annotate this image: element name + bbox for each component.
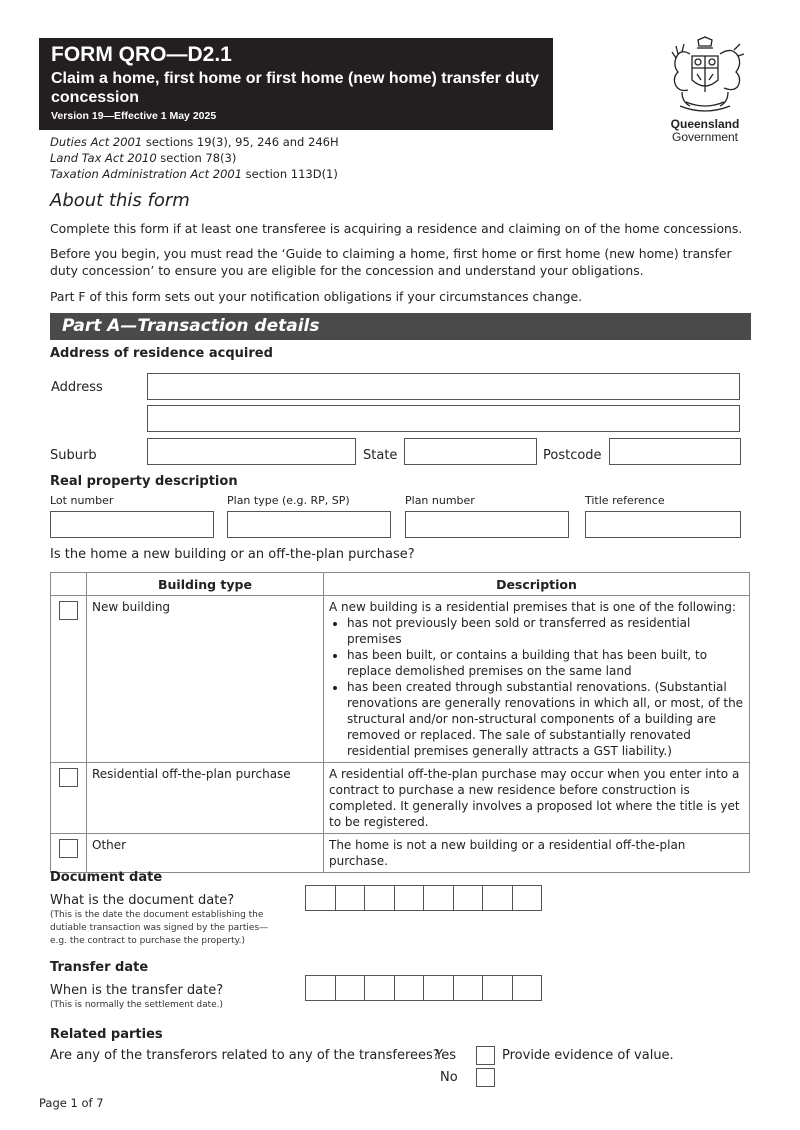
document-date-note: (This is the date the document establishing the dutiable transaction was signed by the parties— e.g. the contract to purchase the property.): [50, 910, 269, 946]
title-reference-input[interactable]: [585, 511, 741, 538]
document-date-heading: Document date: [50, 870, 163, 885]
date-digit-box[interactable]: [482, 975, 513, 1001]
evidence-note: Provide evidence of value.: [502, 1048, 674, 1063]
no-label: No: [440, 1070, 458, 1085]
legislation-list: [50, 134, 339, 182]
table-row: [51, 763, 750, 834]
related-yes-checkbox[interactable]: [476, 1046, 495, 1065]
date-digit-box[interactable]: [482, 885, 513, 911]
related-no-checkbox[interactable]: [476, 1068, 495, 1087]
act-sections: section 78(3): [156, 151, 237, 165]
date-digit-box[interactable]: [305, 885, 336, 911]
description-cell: A residential off-the-plan purchase may occur when you enter into a contract to purchase a new residence before construction is completed. It generally involves a proposed lot where the title is yet to be registered.: [324, 763, 750, 834]
state-input[interactable]: [404, 438, 537, 465]
building-type-cell: Residential off-the-plan purchase: [87, 763, 324, 834]
date-digit-box[interactable]: [394, 885, 425, 911]
table-row: [51, 834, 750, 873]
transfer-date-input[interactable]: [305, 975, 541, 1001]
form-id: FORM QRO—D2.1: [51, 43, 232, 66]
act-line: [50, 166, 339, 182]
plan-number-input[interactable]: [405, 511, 569, 538]
act-line: [50, 150, 339, 166]
date-digit-box[interactable]: [423, 975, 454, 1001]
document-date-question: What is the document date?: [50, 893, 235, 908]
new-building-checkbox[interactable]: [59, 601, 78, 620]
address-heading: Address of residence acquired: [50, 346, 273, 361]
act-name: Land Tax Act 2010: [50, 151, 157, 165]
building-type-column-header: Building type: [87, 573, 324, 596]
date-digit-box[interactable]: [512, 975, 543, 1001]
state-label: State: [363, 448, 398, 463]
list-item: • has been created through substantial renovations. (Substantial renovations are generally renovations in which all, or most, of the structural and/or non-structural components of a building are removed or replaced. The sale of substantially renovated residential premises generally attracts a GST liability.): [347, 679, 744, 759]
yes-label: Yes: [435, 1048, 456, 1063]
about-paragraph-3: Part F of this form sets out your notification obligations if your circumstances change.: [50, 289, 583, 304]
form-version: Version 19—Effective 1 May 2025: [51, 110, 217, 122]
act-sections: sections 19(3), 95, 246 and 246H: [142, 135, 339, 149]
suburb-input[interactable]: [147, 438, 356, 465]
plan-number-label: Plan number: [405, 494, 475, 507]
title-reference-label: Title reference: [585, 494, 665, 507]
date-digit-box[interactable]: [364, 885, 395, 911]
act-name: Taxation Administration Act 2001: [50, 167, 243, 181]
postcode-input[interactable]: [609, 438, 741, 465]
date-digit-box[interactable]: [453, 885, 484, 911]
lot-number-label: Lot number: [50, 494, 114, 507]
plan-type-input[interactable]: [227, 511, 391, 538]
list-item: • has not previously been sold or transferred as residential premises: [347, 615, 744, 647]
about-heading: About this form: [50, 190, 190, 211]
address-line-2-input[interactable]: [147, 405, 740, 432]
other-checkbox[interactable]: [59, 839, 78, 858]
form-title-block: [39, 38, 553, 130]
date-digit-box[interactable]: [512, 885, 543, 911]
about-paragraph-1: Complete this form if at least one transferee is acquiring a residence and claiming on of the home concessions.: [50, 221, 743, 236]
building-type-table: [50, 572, 750, 873]
description-cell: [324, 596, 750, 763]
building-type-question: Is the home a new building or an off-the-plan purchase?: [50, 547, 415, 562]
coat-of-arms-icon: [664, 36, 746, 114]
description-cell: The home is not a new building or a residential off-the-plan purchase.: [324, 834, 750, 873]
act-name: Duties Act 2001: [50, 135, 143, 149]
lot-number-input[interactable]: [50, 511, 214, 538]
table-row: [51, 596, 750, 763]
act-sections: section 113D(1): [242, 167, 338, 181]
form-title: Claim a home, first home or first home (new home) transfer duty concession: [51, 70, 540, 106]
related-parties-question: Are any of the transferors related to any of the transferees?: [50, 1048, 440, 1063]
date-digit-box[interactable]: [305, 975, 336, 1001]
transfer-date-question: When is the transfer date?: [50, 983, 224, 998]
checkbox-column-header: [51, 573, 87, 596]
plan-type-label: Plan type (e.g. RP, SP): [227, 494, 350, 507]
off-the-plan-checkbox[interactable]: [59, 768, 78, 787]
list-item: • has been built, or contains a building that has been built, to replace demolished premises on the same land: [347, 647, 744, 679]
suburb-label: Suburb: [50, 448, 97, 463]
date-digit-box[interactable]: [364, 975, 395, 1001]
transfer-date-note: (This is normally the settlement date.): [50, 1000, 224, 1010]
act-line: [50, 134, 339, 150]
checkbox-cell: [51, 763, 87, 834]
document-date-input[interactable]: [305, 885, 541, 911]
logo-name: Queensland: [670, 117, 740, 131]
postcode-label: Postcode: [543, 448, 602, 463]
table-header-row: [51, 573, 750, 596]
address-line-1-input[interactable]: [147, 373, 740, 400]
related-parties-heading: Related parties: [50, 1027, 163, 1042]
date-digit-box[interactable]: [335, 885, 366, 911]
date-digit-box[interactable]: [453, 975, 484, 1001]
building-type-cell: New building: [87, 596, 324, 763]
date-digit-box[interactable]: [335, 975, 366, 1001]
page-number: Page 1 of 7: [39, 1096, 104, 1110]
building-type-cell: Other: [87, 834, 324, 873]
address-label: Address: [51, 380, 103, 395]
part-a-heading: Part A—Transaction details: [50, 313, 751, 340]
checkbox-cell: [51, 596, 87, 763]
property-heading: Real property description: [50, 474, 238, 489]
description-text: A new building is a residential premises that is one of the following:: [329, 600, 736, 614]
description-bullets: [347, 615, 744, 759]
date-digit-box[interactable]: [394, 975, 425, 1001]
checkbox-cell: [51, 834, 87, 873]
description-column-header: Description: [324, 573, 750, 596]
transfer-date-heading: Transfer date: [50, 960, 149, 975]
date-digit-box[interactable]: [423, 885, 454, 911]
logo-government: Government: [671, 130, 739, 144]
queensland-government-logo: [660, 36, 750, 148]
about-paragraph-2: Before you begin, you must read the ‘Guide to claiming a home, first home or first home (new home) transfer duty concession’ to ensure you are eligible for the concession and understand your obligations.: [50, 246, 732, 278]
